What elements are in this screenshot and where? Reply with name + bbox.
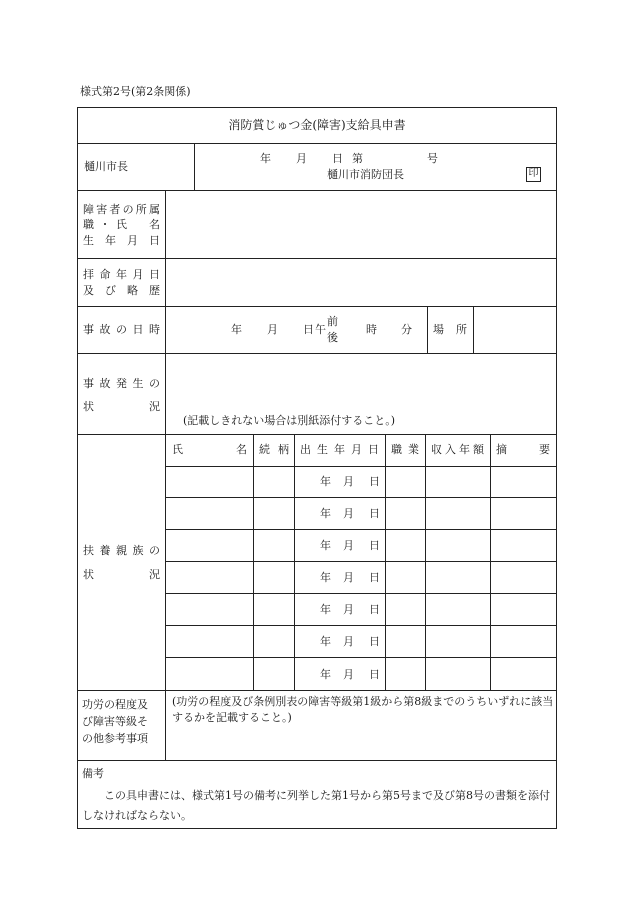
family-row[interactable]: [166, 594, 556, 625]
form-title: 消防賞じゅつ金(障害)支給具申書: [228, 118, 406, 132]
label-char: 額: [473, 443, 484, 456]
member-info-field[interactable]: [166, 191, 556, 258]
label-char: 歴: [149, 284, 160, 297]
biko-text: この具申書には、様式第1号の備考に列挙した第1号から第5号まで及び第8号の書類を添付しなければならない。: [82, 789, 550, 822]
label-char: 年: [459, 443, 470, 456]
label-char: 月: [132, 268, 144, 281]
label-char: 年: [105, 234, 116, 247]
family-label-line2: [83, 569, 160, 580]
family-label-line1: [83, 545, 160, 556]
family-row[interactable]: [166, 498, 556, 529]
row-year: 年: [320, 571, 331, 584]
label-char: 摘: [496, 443, 507, 456]
label-char: ・: [99, 218, 111, 231]
family-row[interactable]: [166, 530, 556, 561]
label-char: 年: [334, 443, 345, 456]
merit-label-line2: び障害等級そ: [82, 715, 148, 728]
header-job: [391, 444, 419, 455]
accident-minute-label: 分: [401, 323, 412, 336]
label-char: 氏: [116, 218, 127, 231]
label-char: 業: [408, 443, 419, 456]
label-char: 命: [99, 268, 111, 281]
label-char: 拝: [83, 268, 94, 281]
row-day: 日: [369, 539, 380, 552]
label-char: 年: [116, 268, 127, 281]
label-char: 故: [99, 377, 111, 390]
label-char: 略: [127, 284, 138, 297]
label-char: 日: [368, 443, 379, 456]
date-day-label: 日: [332, 152, 343, 165]
label-char: 養: [99, 544, 111, 557]
situation-field[interactable]: [166, 354, 556, 410]
label-char: 出: [300, 443, 311, 456]
member-label-line1: [83, 204, 160, 215]
sender-name: 樋川市消防団長: [327, 168, 404, 181]
member-label-line3: [83, 235, 160, 246]
label-char: 状: [83, 400, 94, 413]
label-char: の: [149, 377, 160, 390]
accident-month-label: 月: [267, 323, 278, 336]
accident-hour-label: 時: [366, 323, 377, 336]
family-row[interactable]: [166, 626, 556, 657]
col-line: [427, 306, 428, 353]
label-char: 状: [83, 568, 94, 581]
accident-year-label: 年: [231, 323, 242, 336]
label-char: [133, 219, 144, 230]
col-line: [194, 143, 195, 190]
row-month: 月: [343, 635, 354, 648]
label-char: 属: [148, 203, 160, 216]
family-row[interactable]: [166, 562, 556, 593]
row-year: 年: [320, 603, 331, 616]
member-label-line2: [83, 219, 160, 230]
label-char: 障: [83, 203, 94, 216]
label-char: の: [116, 323, 127, 336]
doc-number-suffix: 号: [427, 152, 438, 165]
row-line: [77, 690, 557, 691]
row-year: 年: [320, 668, 331, 681]
label-char: 続: [259, 443, 270, 456]
header-relation: [259, 444, 289, 455]
header-remarks: [496, 444, 550, 455]
label-char: 月: [351, 443, 362, 456]
accident-ampm-prefix: 午: [315, 323, 326, 336]
family-row[interactable]: [166, 467, 556, 497]
situation-note: (記載しきれない場合は別紙添付すること。): [183, 414, 396, 427]
accident-day-label: 日: [303, 323, 314, 336]
label-char: 要: [539, 443, 550, 456]
row-line: [77, 143, 557, 144]
merit-label-line3: の他参考事項: [82, 732, 148, 745]
label-char: 族: [132, 544, 144, 557]
row-month: 月: [343, 571, 354, 584]
label-char: 職: [83, 218, 94, 231]
label-char: の: [149, 544, 160, 557]
header-birth: [300, 444, 379, 455]
label-char: 事: [83, 377, 94, 390]
label-char: 所: [456, 323, 467, 336]
label-char: の: [122, 203, 134, 216]
label-char: 生: [83, 234, 94, 247]
doc-number-prefix: 第: [352, 152, 363, 165]
row-line: [77, 760, 557, 761]
label-char: 収: [431, 443, 442, 456]
row-month: 月: [343, 539, 354, 552]
label-char: 入: [445, 443, 456, 456]
row-day: 日: [369, 668, 380, 681]
label-char: 況: [149, 400, 160, 413]
row-month: 月: [343, 475, 354, 488]
row-day: 日: [369, 635, 380, 648]
row-day: 日: [369, 603, 380, 616]
appoint-label-line1: [83, 269, 160, 280]
label-char: 親: [116, 544, 127, 557]
date-year-label: 年: [260, 152, 271, 165]
label-char: 者: [109, 203, 121, 216]
label-char: 扶: [83, 544, 94, 557]
row-month: 月: [343, 668, 354, 681]
label-char: 日: [149, 234, 160, 247]
accident-place-field[interactable]: [474, 307, 556, 353]
accident-place-label: [433, 324, 467, 335]
label-char: 事: [83, 323, 94, 336]
label-char: び: [105, 284, 116, 297]
family-row[interactable]: [166, 658, 556, 690]
row-day: 日: [369, 475, 380, 488]
label-char: 時: [149, 323, 160, 336]
accident-pm-label: 後: [327, 331, 338, 344]
row-day: 日: [369, 507, 380, 520]
appointment-field[interactable]: [166, 259, 556, 306]
date-month-label: 月: [296, 152, 307, 165]
label-char: 日: [132, 323, 144, 336]
label-char: 故: [99, 323, 111, 336]
situation-label-line2: [83, 401, 160, 412]
label-char: 氏: [172, 443, 183, 456]
row-line: [77, 434, 557, 435]
addressee: 樋川市長: [84, 160, 128, 173]
row-day: 日: [369, 571, 380, 584]
label-char: 生: [317, 443, 328, 456]
row-year: 年: [320, 539, 331, 552]
header-name: [172, 444, 247, 455]
row-month: 月: [343, 603, 354, 616]
label-char: 場: [433, 323, 444, 336]
biko-heading: 備考: [82, 767, 104, 780]
accident-datetime-label: [83, 324, 160, 335]
label-char: 日: [149, 268, 160, 281]
form-number: 様式第2号(第2条関係): [80, 85, 191, 98]
label-char: 柄: [278, 443, 289, 456]
label-char: 生: [132, 377, 144, 390]
label-char: 名: [236, 443, 247, 456]
label-char: 月: [127, 234, 138, 247]
row-year: 年: [320, 635, 331, 648]
merit-label-line1: 功労の程度及: [82, 698, 148, 711]
situation-label-line1: [83, 378, 160, 389]
label-char: 及: [83, 284, 94, 297]
merit-note: (功労の程度及び条例別表の障害等級第1級から第8級までのうちいずれに該当するかを記載すること。): [172, 695, 554, 724]
row-year: 年: [320, 475, 331, 488]
label-char: 所: [135, 203, 147, 216]
row-year: 年: [320, 507, 331, 520]
row-month: 月: [343, 507, 354, 520]
label-char: 況: [149, 568, 160, 581]
label-char: 名: [149, 218, 160, 231]
accident-am-label: 前: [327, 315, 338, 328]
seal-mark: 印: [526, 167, 541, 182]
header-income: [431, 444, 484, 455]
label-char: 職: [391, 443, 402, 456]
appoint-label-line2: [83, 285, 160, 296]
label-char: 害: [96, 203, 108, 216]
label-char: 発: [116, 377, 127, 390]
